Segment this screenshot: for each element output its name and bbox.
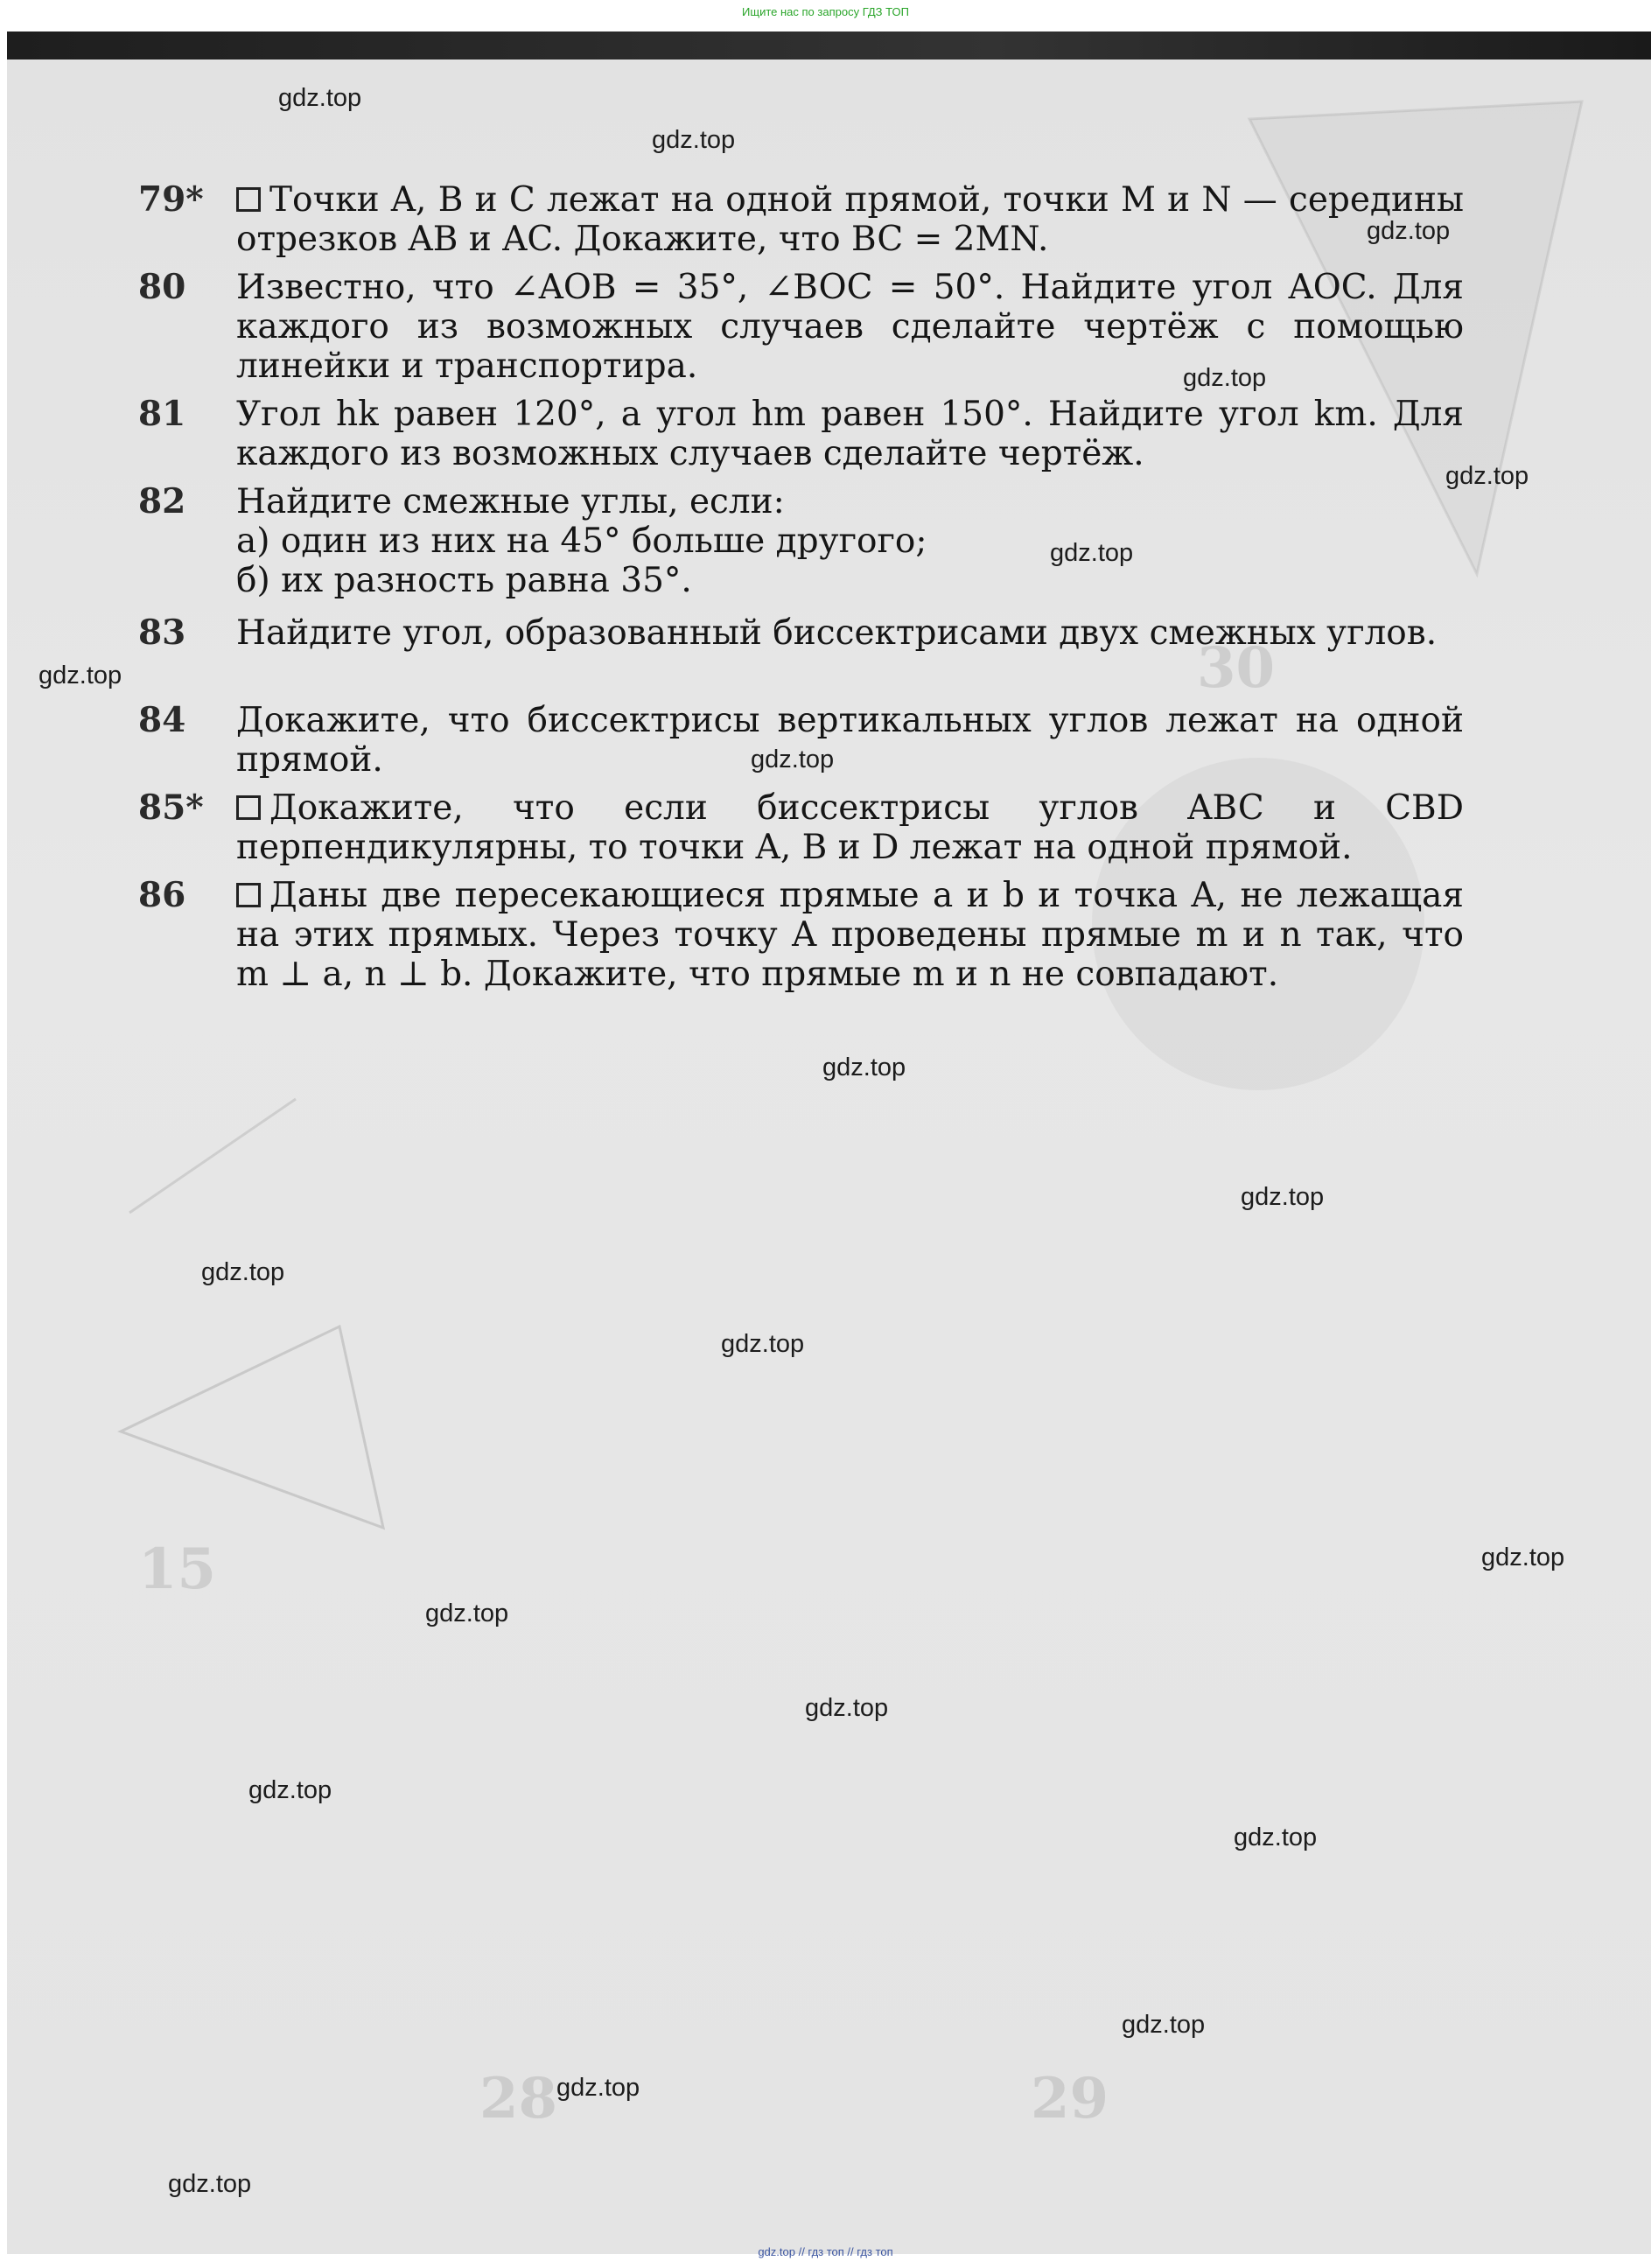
problem-number: 82	[138, 481, 186, 522]
problem-85	[138, 788, 1464, 867]
problem-subitem: а) один из них на 45° больше другого;	[236, 522, 927, 561]
page-top-band	[7, 32, 1651, 60]
problem-subitem: б) их разность равна 35°.	[236, 561, 692, 600]
problem-text: Точки A, B и C лежат на одной прямой, точки M и N — середины отрезков AB и AC. Докажите, что BC = 2MN.	[236, 180, 1464, 259]
problem-text: Даны две пересекающиеся прямые a и b и точка A, не лежащая на этих прямых. Через точку A проведены прямые m и n так, что m ⊥ a, n ⊥ b. Докажите, что прямые m и n не совпадают.	[236, 876, 1464, 994]
bleed-decoration: 29	[1031, 2066, 1109, 2132]
problem-number: 79*	[138, 179, 204, 220]
problem-86	[138, 876, 1464, 994]
problem-79	[138, 180, 1464, 259]
book-page	[7, 32, 1651, 2254]
watermark: gdz.top	[721, 1330, 805, 1358]
square-icon	[236, 883, 261, 907]
footer-note: gdz.top // гдз топ // гдз топ	[758, 2245, 893, 2258]
watermark: gdz.top	[1122, 2011, 1206, 2039]
square-icon	[236, 795, 261, 820]
problem-number: 81	[138, 394, 186, 434]
problem-83	[138, 613, 1464, 653]
problem-number: 85*	[138, 788, 204, 828]
problem-82	[138, 482, 1464, 600]
watermark: gdz.top	[556, 2074, 640, 2102]
watermark: gdz.top	[1367, 217, 1451, 245]
problem-81	[138, 395, 1464, 473]
bleed-decoration: 15	[138, 1536, 217, 1602]
watermark: gdz.top	[1445, 462, 1529, 490]
watermark: gdz.top	[278, 84, 362, 112]
problem-text: Докажите, что если биссектрисы углов ABC и CBD перпендикулярны, то точки A, B и D лежат на одной прямой.	[236, 788, 1464, 867]
watermark: gdz.top	[822, 1054, 906, 1082]
bleed-decoration: 30	[1197, 635, 1276, 701]
header-note: Ищите нас по запросу ГДЗ ТОП	[742, 5, 909, 18]
bleed-decoration: 28	[479, 2066, 558, 2132]
watermark: gdz.top	[805, 1694, 889, 1722]
watermark: gdz.top	[38, 662, 122, 690]
problem-text: Угол hk равен 120°, а угол hm равен 150°. Найдите угол km. Для каждого из возможных случаев сделайте чертёж.	[236, 395, 1464, 473]
watermark: gdz.top	[1183, 364, 1267, 392]
watermark: gdz.top	[751, 746, 835, 774]
watermark: gdz.top	[201, 1258, 285, 1286]
problem-number: 80	[138, 267, 186, 307]
problem-text: Докажите, что биссектрисы вертикальных углов лежат на одной прямой.	[236, 701, 1464, 780]
problem-text: Найдите угол, образованный биссектрисами двух смежных углов.	[236, 613, 1438, 653]
problem-text: Найдите смежные углы, если:	[236, 482, 785, 522]
square-icon	[236, 187, 261, 212]
watermark: gdz.top	[1234, 1824, 1318, 1852]
problem-number: 83	[138, 612, 186, 653]
problem-text: Известно, что ∠AOB = 35°, ∠BOC = 50°. Найдите угол AOC. Для каждого из возможных случаев сделайте чертёж с помощью линейки и транспортира.	[236, 268, 1464, 386]
watermark: gdz.top	[168, 2170, 252, 2198]
bleed-figure	[94, 1064, 462, 1554]
watermark: gdz.top	[1241, 1183, 1325, 1211]
watermark: gdz.top	[248, 1776, 332, 1804]
watermark: gdz.top	[1050, 539, 1134, 567]
problem-number: 86	[138, 875, 186, 915]
watermark: gdz.top	[1481, 1544, 1565, 1572]
watermark: gdz.top	[652, 126, 736, 154]
problem-number: 84	[138, 700, 186, 740]
watermark: gdz.top	[425, 1600, 509, 1628]
